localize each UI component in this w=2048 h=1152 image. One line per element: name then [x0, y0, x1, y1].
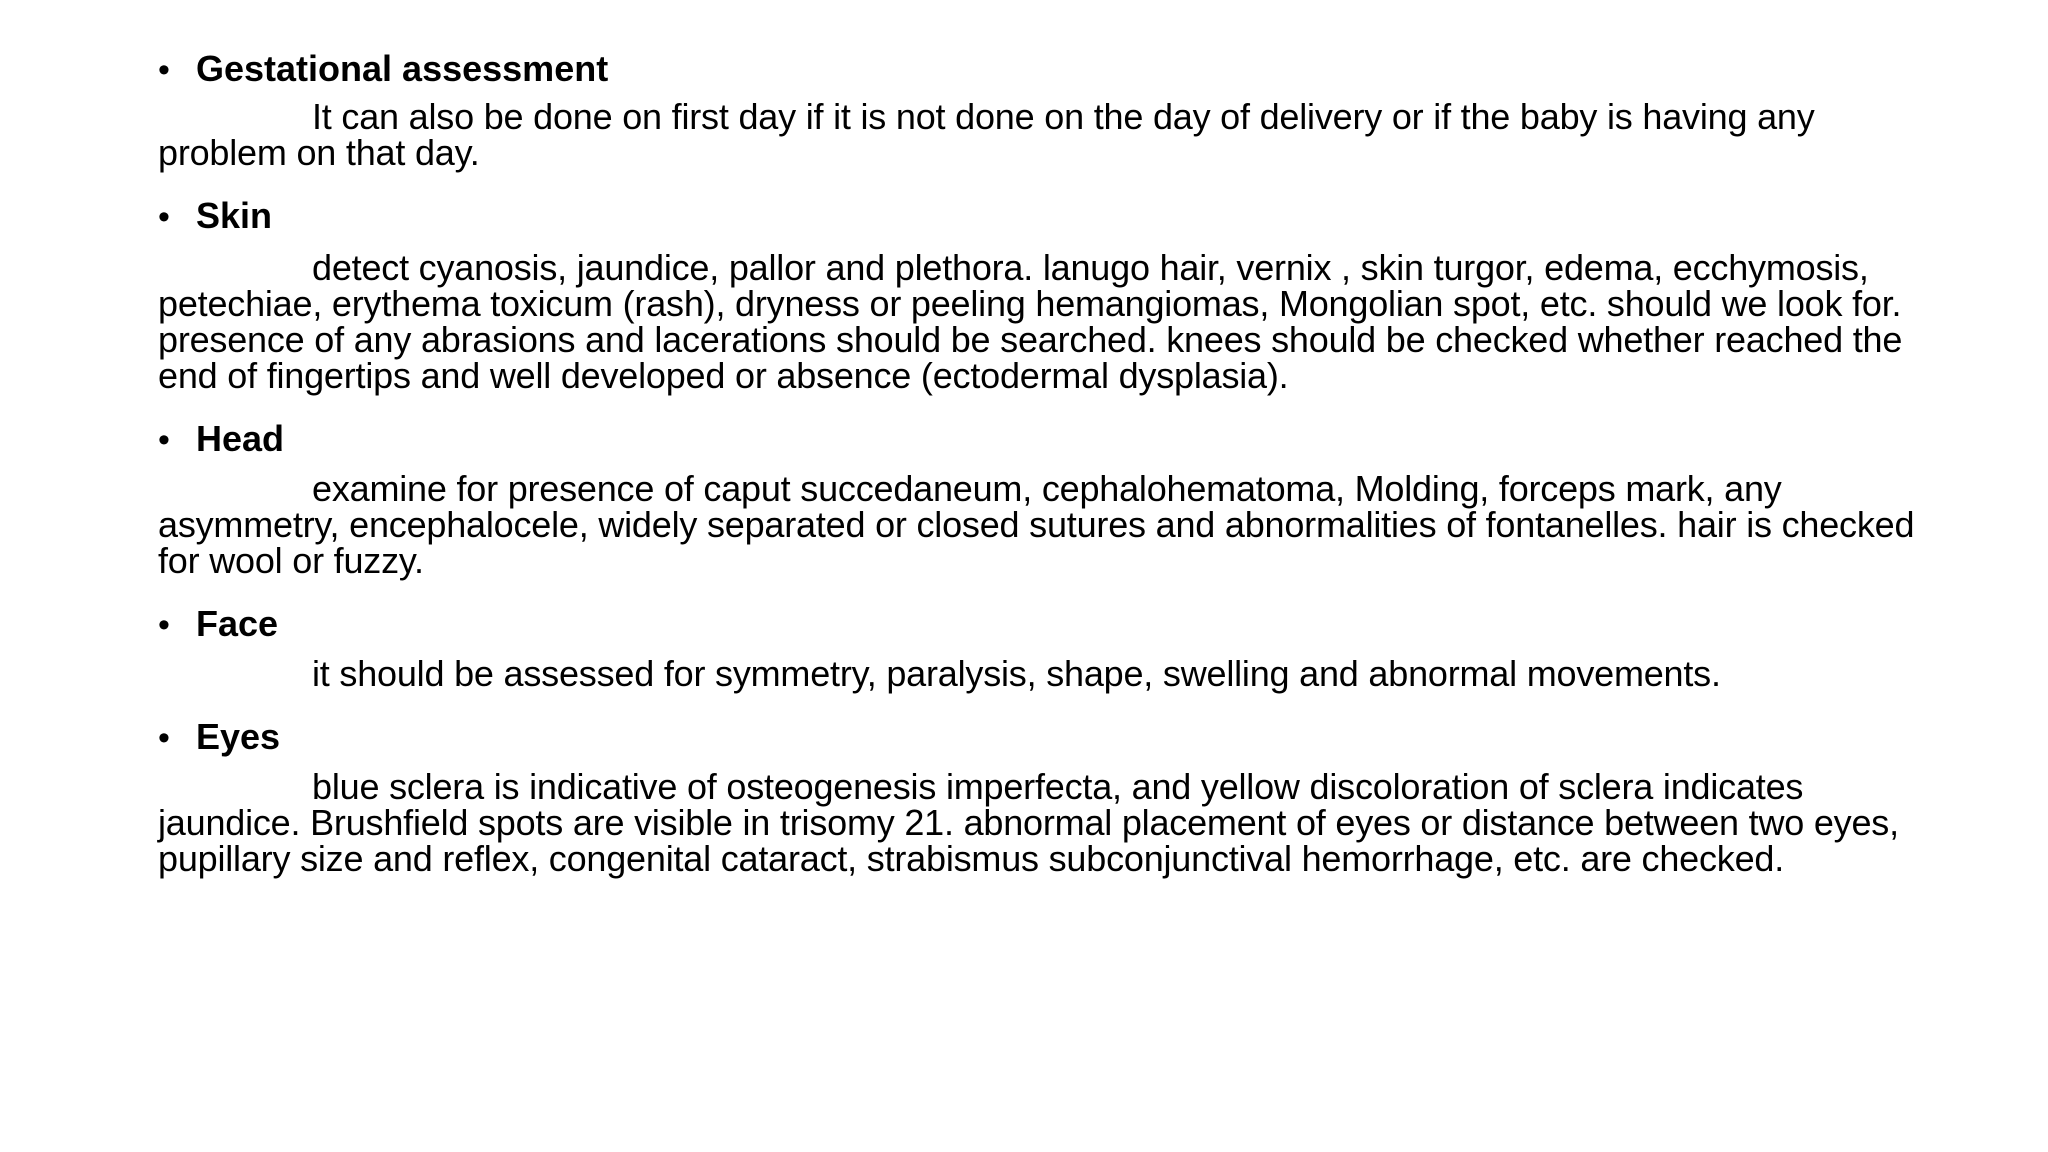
bullet-icon: •	[158, 198, 170, 236]
heading-text: Eyes	[196, 716, 281, 757]
section-body: it should be assessed for symmetry, paralysis, shape, swelling and abnormal movements.	[312, 653, 1721, 694]
section-body: blue sclera is indicative of osteogenesis imperfecta, and yellow discoloration of sclera indicates jaundice. Brushfield spots are visible in trisomy 21. abnormal placement of eyes or distance between two eyes, pupillary size and reflex, congenital cataract, strabismus subconjunctival hemorrhage, etc. are checked.	[158, 766, 1899, 879]
bullet-icon: •	[158, 51, 170, 89]
heading-text: Skin	[196, 195, 273, 236]
slide-content	[158, 44, 1918, 897]
heading-text: Face	[196, 603, 279, 644]
section-skin	[158, 191, 1918, 394]
bullet-icon: •	[158, 606, 170, 644]
section-heading	[158, 191, 1918, 242]
section-eyes	[158, 712, 1918, 877]
heading-text: Gestational assessment	[196, 48, 609, 89]
section-head	[158, 414, 1918, 579]
section-face	[158, 599, 1918, 692]
bullet-icon: •	[158, 421, 170, 459]
section-gestational-assessment	[158, 44, 1918, 171]
bullet-icon: •	[158, 719, 170, 757]
section-body: examine for presence of caput succedaneum, cephalohematoma, Molding, forceps mark, any asymmetry, encephalocele, widely separated or closed sutures and abnormalities of fontanelles. hair is checked for wool or fuzzy.	[158, 468, 1915, 581]
section-heading	[158, 599, 1918, 650]
section-heading	[158, 712, 1918, 763]
heading-text: Head	[196, 418, 285, 459]
section-heading	[158, 414, 1918, 465]
section-heading	[158, 44, 1918, 95]
section-body: It can also be done on first day if it is not done on the day of delivery or if the baby is having any problem on that day.	[158, 96, 1815, 173]
section-body: detect cyanosis, jaundice, pallor and plethora. lanugo hair, vernix , skin turgor, edema, ecchymosis, petechiae, erythema toxicum (rash), dryness or peeling hemangiomas, Mongolian spot, etc. should we look for. presence of any abrasions and lacerations should be searched. knees should be checked whether reached the end of fingertips and well developed or absence (ectodermal dysplasia).	[158, 247, 1903, 396]
